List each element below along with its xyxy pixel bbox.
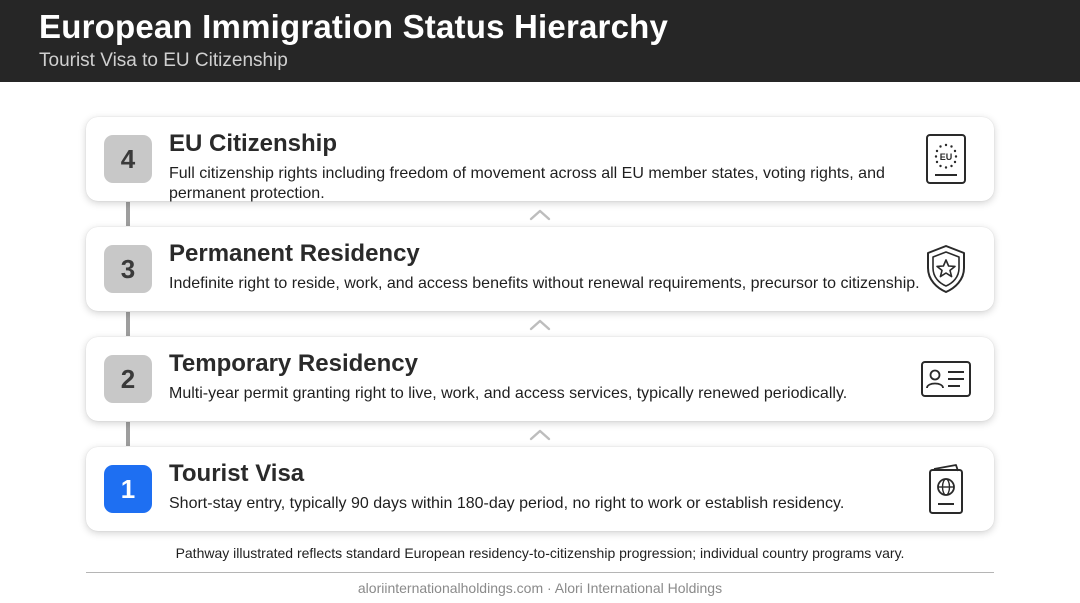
header-bar <box>0 0 1080 82</box>
level-card-permanent-residency <box>86 227 994 311</box>
eu-passport-icon <box>920 133 972 185</box>
shield-star-icon <box>920 243 972 295</box>
svg-text:EU: EU <box>939 152 953 162</box>
page-title: European Immigration Status Hierarchy <box>39 8 669 45</box>
connector-4-3 <box>126 202 130 226</box>
footnote: Pathway illustrated reflects standard European residency-to-citizenship progression; individual country programs vary. <box>175 545 905 561</box>
level-title: Permanent Residency <box>169 240 420 267</box>
chevron-up-icon <box>528 207 552 221</box>
level-number-badge: 1 <box>104 465 152 513</box>
level-number-badge: 2 <box>104 355 152 403</box>
level-description: Full citizenship rights including freedom of movement across all EU member states, voting rights, and permanent protection. <box>169 165 885 202</box>
level-title: EU Citizenship <box>169 130 338 157</box>
passport-globe-icon <box>920 463 972 515</box>
level-card-tourist-visa <box>86 447 994 531</box>
footer-credit: aloriinternationalholdings.com · Alori International Holdings <box>357 580 723 596</box>
chevron-up-icon <box>528 317 552 331</box>
level-description: Indefinite right to reside, work, and access benefits without renewal requirements, precursor to citizenship. <box>169 275 920 292</box>
level-card-eu-citizenship <box>86 117 994 201</box>
chevron-up-icon <box>528 427 552 441</box>
page-subtitle: Tourist Visa to EU Citizenship <box>39 50 288 71</box>
level-description: Short-stay entry, typically 90 days within 180-day period, no right to work or establish residency. <box>169 495 845 512</box>
level-description: Multi-year permit granting right to live, work, and access services, typically renewed periodically. <box>169 385 848 402</box>
divider <box>86 572 994 573</box>
level-card-temporary-residency <box>86 337 994 421</box>
level-number-badge: 4 <box>104 135 152 183</box>
level-title: Tourist Visa <box>169 460 305 487</box>
level-title: Temporary Residency <box>169 350 418 377</box>
id-card-icon <box>920 353 972 405</box>
level-number-badge: 3 <box>104 245 152 293</box>
connector-3-2 <box>126 312 130 336</box>
connector-2-1 <box>126 422 130 446</box>
